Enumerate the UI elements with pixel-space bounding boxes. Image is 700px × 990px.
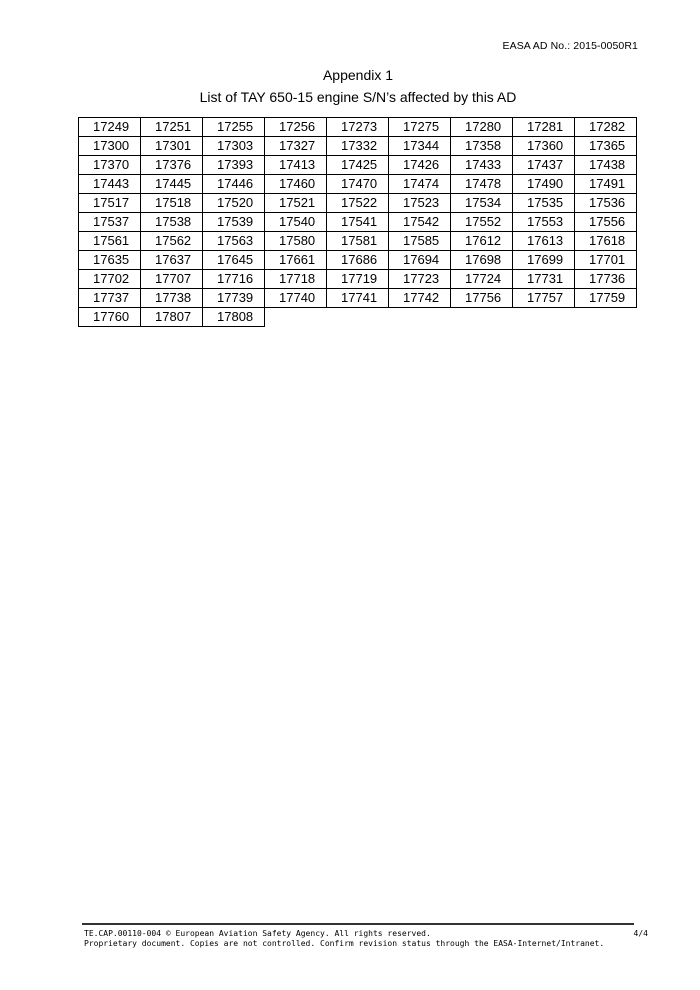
serial-number-cell: 17613: [513, 232, 575, 251]
serial-number-cell: 17301: [141, 137, 203, 156]
serial-number-cell: 17612: [451, 232, 513, 251]
serial-number-cell: 17445: [141, 175, 203, 194]
table-row: [79, 213, 637, 232]
table-row: [79, 175, 637, 194]
serial-number-cell: 17474: [389, 175, 451, 194]
serial-number-cell: 17438: [575, 156, 637, 175]
serial-number-cell: 17251: [141, 118, 203, 137]
serial-number-cell: 17718: [265, 270, 327, 289]
serial-number-cell: 17534: [451, 194, 513, 213]
serial-number-cell: 17300: [79, 137, 141, 156]
serial-number-cell: 17694: [389, 251, 451, 270]
serial-number-cell: 17737: [79, 289, 141, 308]
serial-number-cell: 17807: [141, 308, 203, 327]
serial-number-cell: 17433: [451, 156, 513, 175]
table-row: [79, 194, 637, 213]
serial-number-cell: 17517: [79, 194, 141, 213]
serial-number-cell: 17581: [327, 232, 389, 251]
serial-number-cell: 17522: [327, 194, 389, 213]
serial-number-cell: 17425: [327, 156, 389, 175]
serial-number-cell: 17736: [575, 270, 637, 289]
serial-number-cell: 17393: [203, 156, 265, 175]
table-row: [79, 118, 637, 137]
serial-number-cell: 17716: [203, 270, 265, 289]
serial-number-table: [78, 117, 637, 327]
table-row: [79, 137, 637, 156]
serial-number-cell: 17303: [203, 137, 265, 156]
serial-number-cell: 17580: [265, 232, 327, 251]
table-row: [79, 289, 637, 308]
serial-number-cell: 17541: [327, 213, 389, 232]
serial-number-cell: 17358: [451, 137, 513, 156]
serial-number-cell: 17542: [389, 213, 451, 232]
serial-number-cell: 17281: [513, 118, 575, 137]
serial-number-cell: 17470: [327, 175, 389, 194]
serial-number-cell: 17724: [451, 270, 513, 289]
serial-number-cell: 17637: [141, 251, 203, 270]
appendix-subtitle: List of TAY 650-15 engine S/N’s affected by this AD: [199, 89, 517, 105]
serial-number-cell: 17280: [451, 118, 513, 137]
empty-cell: [327, 308, 389, 327]
serial-number-cell: 17699: [513, 251, 575, 270]
serial-number-cell: 17443: [79, 175, 141, 194]
serial-number-cell: 17249: [79, 118, 141, 137]
serial-number-cell: 17344: [389, 137, 451, 156]
serial-number-cell: 17645: [203, 251, 265, 270]
serial-number-cell: 17552: [451, 213, 513, 232]
serial-number-cell: 17521: [265, 194, 327, 213]
serial-number-cell: 17686: [327, 251, 389, 270]
serial-number-cell: 17757: [513, 289, 575, 308]
page-number: 4/4: [633, 929, 648, 938]
empty-cell: [575, 308, 637, 327]
serial-number-cell: 17563: [203, 232, 265, 251]
serial-number-cell: 17760: [79, 308, 141, 327]
serial-number-cell: 17535: [513, 194, 575, 213]
serial-number-cell: 17460: [265, 175, 327, 194]
serial-number-cell: 17585: [389, 232, 451, 251]
serial-number-cell: 17540: [265, 213, 327, 232]
empty-cell: [265, 308, 327, 327]
serial-number-cell: 17537: [79, 213, 141, 232]
serial-number-cell: 17556: [575, 213, 637, 232]
serial-number-cell: 17741: [327, 289, 389, 308]
serial-number-cell: 17518: [141, 194, 203, 213]
serial-number-cell: 17539: [203, 213, 265, 232]
serial-number-cell: 17738: [141, 289, 203, 308]
serial-number-cell: 17332: [327, 137, 389, 156]
serial-number-cell: 17520: [203, 194, 265, 213]
serial-number-cell: 17282: [575, 118, 637, 137]
serial-number-cell: 17756: [451, 289, 513, 308]
ad-number: EASA AD No.: 2015-0050R1: [502, 40, 638, 52]
serial-number-cell: 17759: [575, 289, 637, 308]
table-row: [79, 156, 637, 175]
serial-number-cell: 17723: [389, 270, 451, 289]
serial-number-cell: 17523: [389, 194, 451, 213]
serial-number-cell: 17327: [265, 137, 327, 156]
serial-number-cell: 17376: [141, 156, 203, 175]
serial-number-cell: 17661: [265, 251, 327, 270]
serial-number-cell: 17490: [513, 175, 575, 194]
serial-number-cell: 17635: [79, 251, 141, 270]
serial-number-cell: 17740: [265, 289, 327, 308]
serial-number-cell: 17731: [513, 270, 575, 289]
serial-number-cell: 17538: [141, 213, 203, 232]
serial-number-cell: 17437: [513, 156, 575, 175]
serial-number-cell: 17478: [451, 175, 513, 194]
table-row: [79, 251, 637, 270]
serial-number-cell: 17491: [575, 175, 637, 194]
footer-copyright: TE.CAP.00110-004 © European Aviation Safety Agency. All rights reserved.: [84, 929, 431, 938]
serial-number-cell: 17618: [575, 232, 637, 251]
appendix-title: Appendix 1: [322, 67, 394, 83]
serial-number-cell: 17742: [389, 289, 451, 308]
serial-number-cell: 17739: [203, 289, 265, 308]
serial-number-cell: 17365: [575, 137, 637, 156]
serial-number-cell: 17701: [575, 251, 637, 270]
footer-disclaimer: Proprietary document. Copies are not controlled. Confirm revision status through the EASA-Internet/Intranet.: [84, 939, 605, 948]
empty-cell: [451, 308, 513, 327]
serial-number-cell: 17536: [575, 194, 637, 213]
table-row: [79, 232, 637, 251]
serial-number-cell: 17698: [451, 251, 513, 270]
serial-number-cell: 17413: [265, 156, 327, 175]
serial-number-cell: 17702: [79, 270, 141, 289]
serial-number-cell: 17561: [79, 232, 141, 251]
serial-number-cell: 17275: [389, 118, 451, 137]
serial-number-cell: 17562: [141, 232, 203, 251]
serial-number-cell: 17370: [79, 156, 141, 175]
empty-cell: [389, 308, 451, 327]
table-row: [79, 308, 637, 327]
serial-number-cell: 17719: [327, 270, 389, 289]
footer-divider: [82, 923, 634, 925]
empty-cell: [513, 308, 575, 327]
serial-number-cell: 17255: [203, 118, 265, 137]
serial-number-cell: 17273: [327, 118, 389, 137]
serial-number-cell: 17446: [203, 175, 265, 194]
serial-number-cell: 17707: [141, 270, 203, 289]
serial-number-cell: 17553: [513, 213, 575, 232]
serial-number-cell: 17360: [513, 137, 575, 156]
serial-number-cell: 17808: [203, 308, 265, 327]
table-row: [79, 270, 637, 289]
serial-number-cell: 17256: [265, 118, 327, 137]
serial-number-cell: 17426: [389, 156, 451, 175]
